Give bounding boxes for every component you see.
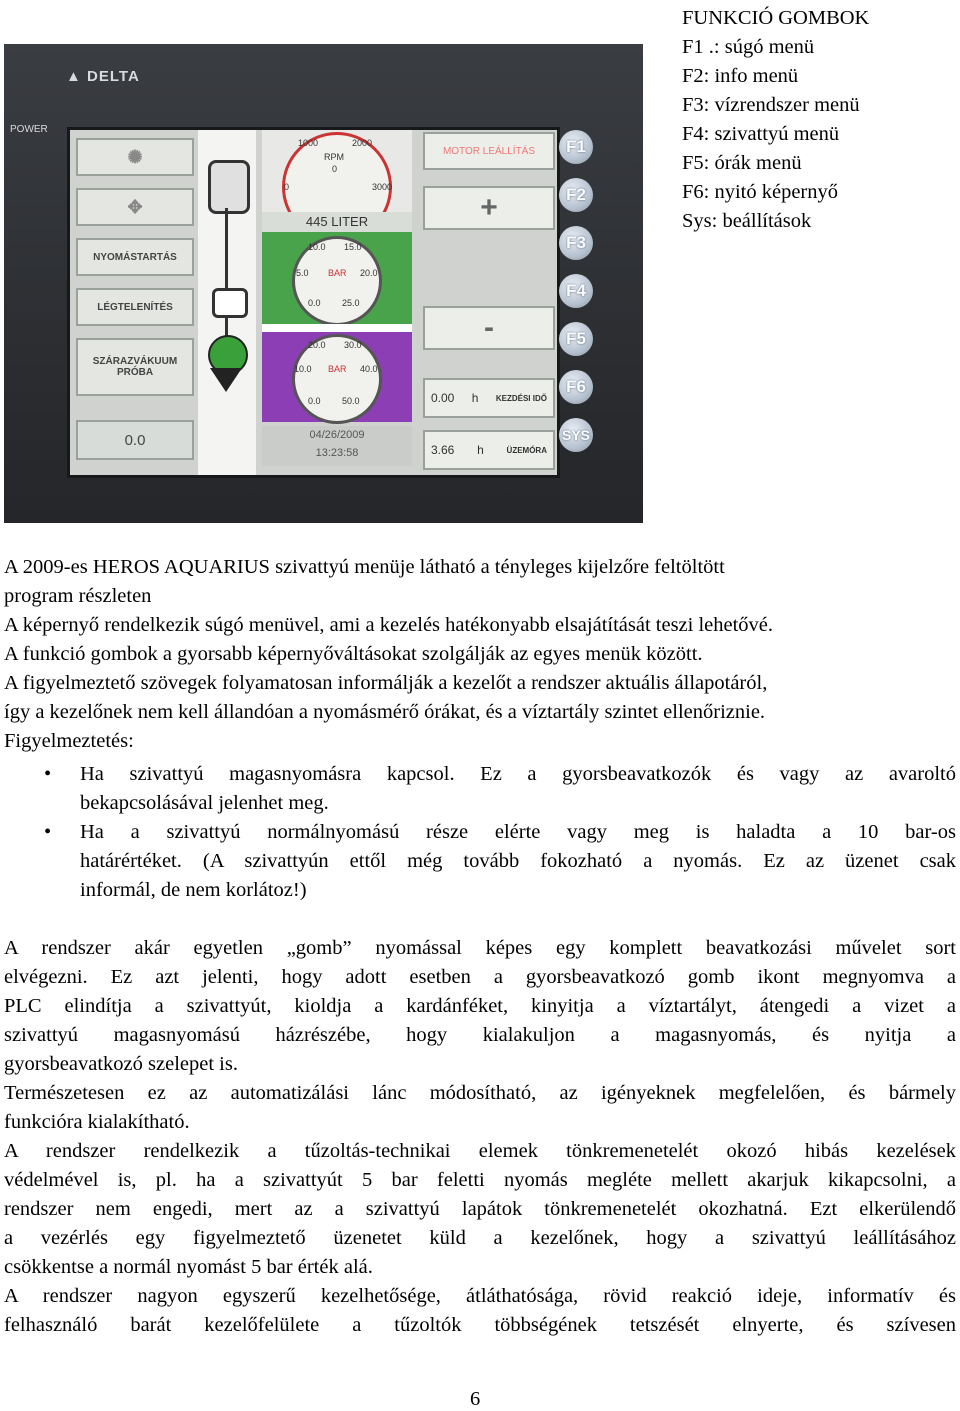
motor-stop-button[interactable]: MOTOR LEÁLLÍTÁS	[423, 132, 555, 170]
bullet-item-1: Ha szivattyú magasnyomásra kapcsol. Ez a gyorsbeavatkozók és vagy az avaroltó bekapcsolásával jelenhet meg.	[80, 763, 956, 814]
function-key-legend	[682, 4, 957, 236]
alarm-light-button[interactable]	[76, 138, 194, 176]
bar-gauge-green: 10.0 15.0 5.0 BAR 20.0 0.0 25.0	[262, 232, 412, 324]
delta-triangle-icon: ▲	[66, 68, 88, 85]
caption-line-2: program részleten	[4, 585, 152, 607]
rpm-gauge: 1000 2000 RPM 0 0 3000	[262, 130, 412, 212]
text-line: A figyelmeztető szövegek folyamatosan informálják a kezelőt a rendszer aktuális állapotáról,	[4, 672, 768, 694]
left-value-display: 0.0	[76, 420, 194, 460]
warning-title: Figyelmeztetés:	[4, 730, 134, 752]
legend-item-f4: F4: szivattyú menü	[682, 123, 840, 145]
move-button[interactable]	[76, 188, 194, 226]
legend-item-f3: F3: vízrendszer menü	[682, 94, 860, 116]
time-text: 13:23:58	[315, 447, 359, 459]
legend-item-f1: F1 .: súgó menü	[682, 36, 815, 58]
szarazvakuum-button[interactable]: SZÁRAZVÁKUUM PRÓBA	[76, 338, 194, 396]
bar-gauge-purple: 20.0 30.0 10.0 BAR 40.0 0.0 50.0	[262, 332, 412, 422]
f1-key[interactable]: F1	[559, 130, 593, 164]
brand-logo: ▲ DELTA	[66, 68, 140, 85]
f6-key[interactable]: F6	[559, 370, 593, 404]
bullet-dot-icon: •	[44, 821, 52, 843]
hmi-screen	[67, 127, 560, 478]
bullet-dot-icon: •	[44, 763, 52, 785]
legend-item-sys: Sys: beállítások	[682, 210, 812, 232]
date-text: 04/26/2009	[309, 429, 365, 441]
text-line: A képernyő rendelkezik súgó menüvel, ami a kezelés hatékonyabb elsajátítását teszi lehetővé.	[4, 614, 774, 636]
pump-symbol-column	[198, 130, 256, 475]
page-number: 6	[470, 1388, 481, 1410]
plus-button[interactable]: +	[423, 186, 555, 230]
move-arrows-icon: ✥	[127, 196, 143, 217]
beacon-icon: ✺	[127, 146, 143, 167]
f5-key[interactable]: F5	[559, 322, 593, 356]
legtelenites-button[interactable]: LÉGTELENÍTÉS	[76, 288, 194, 326]
f3-key[interactable]: F3	[559, 226, 593, 260]
valve-icon	[210, 368, 242, 392]
kezdesi-ido-display: 0.00 h KEZDÉSI IDŐ	[423, 378, 555, 418]
coupling-icon	[212, 288, 248, 318]
caption-line-1: A 2009-es HEROS AQUARIUS szivattyú menüje látható a tényleges kijelzőre feltöltött	[4, 556, 725, 578]
legend-item-f6: F6: nyitó képernyő	[682, 181, 839, 203]
text-line: így a kezelőnek nem kell állandóan a nyomásmérő órákat, és a víztartály szintet ellenőriznie.	[4, 701, 766, 723]
text-line: A funkció gombok a gyorsabb képernyőváltásokat szolgálják az egyes menük között.	[4, 643, 703, 665]
f4-key[interactable]: F4	[559, 274, 593, 308]
legend-title: FUNKCIÓ GOMBOK	[682, 7, 870, 29]
legend-item-f2: F2: info menü	[682, 65, 799, 87]
liter-display: 445 LITER	[262, 212, 412, 232]
sys-key[interactable]: SYS	[559, 418, 593, 452]
nyomastartas-button[interactable]: NYOMÁSTARTÁS	[76, 238, 194, 276]
motor-icon	[208, 160, 250, 214]
uzemora-display: 3.66 h ÜZEMÓRA	[423, 430, 555, 470]
legend-item-f5: F5: órák menü	[682, 152, 802, 174]
f2-key[interactable]: F2	[559, 178, 593, 212]
bullet-item-2: Ha a szivattyú normálnyomású része elérte vagy meg is haladta a 10 bar-os határértéket. (A szivattyún ettől még tovább fokozható a nyomás. Ez az üzenet csak informál, de nem korlátoz!)	[80, 821, 956, 901]
power-label: POWER	[10, 124, 48, 135]
divider	[262, 324, 412, 332]
body-text	[4, 553, 956, 756]
minus-button[interactable]: -	[423, 306, 555, 350]
paragraph-2: A rendszer akár egyetlen „gomb” nyomással képes egy komplett beavatkozási művelet sort elvégezni. Ez azt jelenti, hogy adott esetben a gyorsbeavatkozó gomb ikont megnyomva a PLC elindítja a szivattyút, kioldja a kardánféket, kinyitja a víztartályt, átengedi a vizet a szivattyú magasnyomású házrészébe, hogy kialakuljon a magasnyomás, és nyitja a gyorsbeavatkozó szelepet is. Természetesen ez az automatizálási lánc módosítható, az igényeknek megfelelően, és bármely funkcióra kialakítható. A rendszer rendelkezik a tűzoltás-technikai elemek tönkremenetelét okozó hibás kezelések védelmével is, pl. ha a szivattyút 5 bar feletti nyomás megléte mellett akarjuk kikapcsolni, a rendszer nem engedi, mert az a szivattyú lapátok tönkremenetelét okozhatná. Ezt elkerülendő a vezérlés egy figyelmeztető üzenetet küld a kezelőnek, hogy a szivattyú leállításához csökkentse a normál nyomást 5 bar érték alá. A rendszer nagyon egyszerű kezelhetősége, átláthatósága, rövid reakció ideje, informatív és felhasználó barát kezelőfelülete a tűzoltók többségének tetszését elnyerte, és szívesen	[4, 937, 956, 1336]
hmi-panel-photo	[4, 44, 643, 523]
datetime-display	[262, 426, 412, 466]
